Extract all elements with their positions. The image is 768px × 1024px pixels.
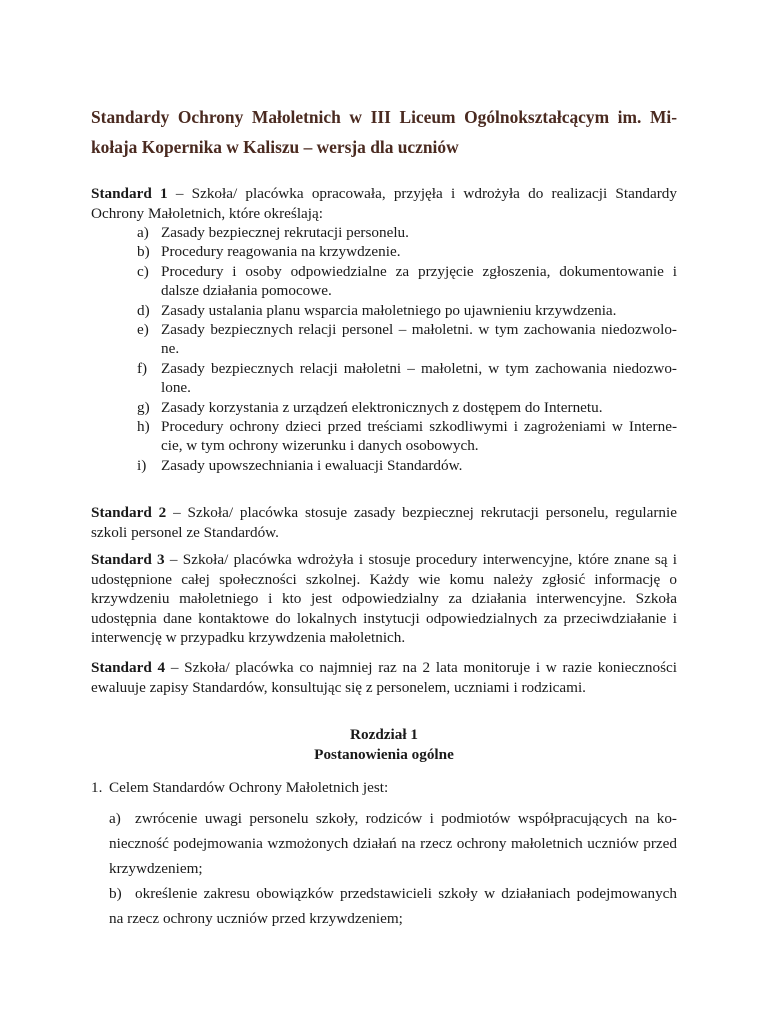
document-title: Standardy Ochrony Małoletnich w III Liceum Ogólnokształcącym im. Mi-kołaja Kopernika w Kaliszu – wersja dla uczniów (91, 107, 677, 157)
list-item-text: zwrócenie uwagi personelu szkoły, rodziców i podmiotów współpracujących na ko-nieczność podejmowania wzmożonych działań na rzecz ochrony małoletnich uczniów przed krzywdzeniem; (109, 810, 677, 877)
list-item-text: Procedury ochrony dzieci przed treściami szkodliwymi i zagrożeniami w Interne-cie, w tym ochrony wizerunku i danych osobowych. (161, 418, 677, 455)
chapter-title: Rozdział 1 (350, 726, 418, 743)
list-item-text: Procedury i osoby odpowiedzialne za przyjęcie zgłoszenia, dokumentowanie i dalsze działania pomocowe. (161, 262, 677, 300)
list-item (91, 417, 677, 456)
list-item-letter: d) (137, 301, 150, 319)
list-item (91, 398, 677, 417)
section-1-text: Celem Standardów Ochrony Małoletnich jest: (109, 779, 389, 796)
standard-2-text: – Szkoła/ placówka stosuje zasady bezpiecznej rekrutacji personelu, regularnie szkoli personel ze Standardów. (91, 504, 677, 541)
standard-1-paragraph (91, 184, 677, 223)
chapter-subtitle: Postanowienia ogólne (314, 746, 454, 763)
list-item-text: Zasady bezpiecznych relacji małoletni – małoletni, w tym zachowania niedozwo-lone. (161, 359, 677, 397)
list-item-letter: a) (109, 810, 121, 827)
standard-2-label: Standard 2 (91, 504, 167, 521)
standard-1-label: Standard 1 (91, 185, 168, 202)
list-item-letter: h) (137, 418, 150, 436)
standard-2-paragraph (91, 503, 677, 542)
list-item-letter: a) (137, 224, 149, 241)
list-item-text: Zasady bezpiecznych relacji personel – małoletni. w tym zachowania niedozwolo-ne. (161, 321, 677, 358)
standard-3-label: Standard 3 (91, 551, 165, 568)
standard-4-label: Standard 4 (91, 659, 166, 676)
list-item-text: Zasady ustalania planu wsparcia małoletniego po ujawnieniu krzywdzenia. (161, 301, 617, 319)
list-item (91, 262, 677, 301)
list-item-letter: c) (137, 262, 149, 280)
list-item (91, 456, 677, 475)
list-item-letter: e) (137, 321, 149, 339)
list-item-letter: b) (137, 243, 150, 261)
section-1-item-b (109, 881, 677, 931)
list-item (91, 359, 677, 398)
standard-4-text: – Szkoła/ placówka co najmniej raz na 2 lata monitoruje i w razie konieczności ewaluuje zapisy Standardów, konsultując się z personelem, uczniami i rodzicami. (91, 659, 677, 696)
standard-3-text: – Szkoła/ placówka wdrożyła i stosuje procedury interwencyjne, które znane są i udostępnione całej społeczności szkolnej. Każdy wie komu należy zgłosić informację o krzywdzeniu małoletniego i kto jest odpowiedzialny za działania interwencyjne. Szkoła udostępnia dane kontaktowe do lokalnych instytucji odpowiedzialnych za przeciwdziałanie i interwencję w przypadku krzywdzenia małoletnich. (91, 551, 677, 646)
list-item (91, 242, 677, 261)
list-item (91, 301, 677, 320)
list-item-text: Zasady bezpiecznej rekrutacji personelu. (161, 224, 409, 241)
standard-4-paragraph (91, 658, 677, 697)
list-item (91, 223, 677, 242)
list-item-text: Procedury reagowania na krzywdzenie. (161, 243, 401, 261)
list-item-letter: g) (137, 398, 150, 416)
section-1-number: 1. (91, 779, 103, 796)
list-item-text: Zasady korzystania z urządzeń elektronicznych z dostępem do Internetu. (161, 398, 603, 416)
list-item (91, 320, 677, 359)
list-item-letter: b) (109, 885, 122, 902)
standard-1-text: – Szkoła/ placówka opracowała, przyjęła i wdrożyła do realizacji Standardy Ochrony Małoletnich, które określają: (91, 185, 677, 222)
list-item-text: określenie zakresu obowiązków przedstawicieli szkoły w działaniach podejmowanych na rzecz ochrony uczniów przed krzywdzeniem; (109, 885, 677, 927)
list-item-letter: i) (137, 456, 147, 474)
list-item-letter: f) (137, 359, 148, 377)
standard-3-paragraph (91, 550, 677, 648)
standard-1-list (91, 223, 677, 475)
list-item-text: Zasady upowszechniania i ewaluacji Standardów. (161, 456, 463, 474)
section-1-item-a (109, 806, 677, 881)
